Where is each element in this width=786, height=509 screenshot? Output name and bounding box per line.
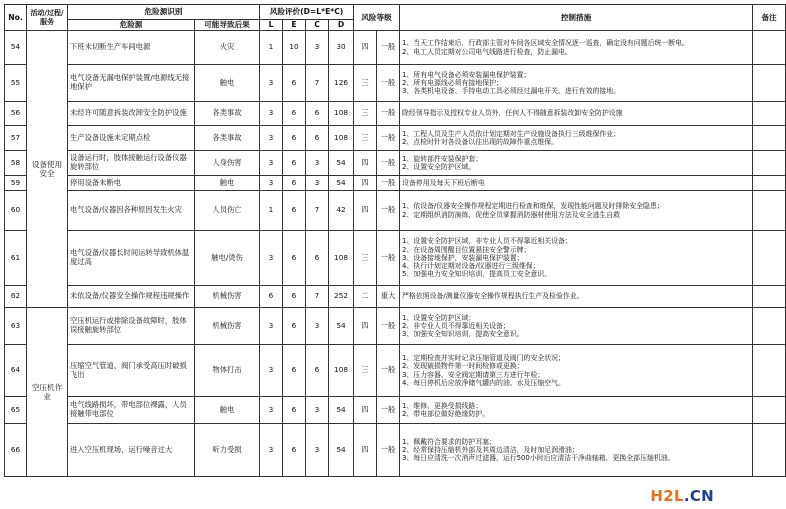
consequence-cell: 机械伤害: [195, 308, 260, 345]
risk-level: 四: [354, 31, 377, 65]
score-D: 108: [329, 231, 354, 286]
row-no: 55: [5, 65, 27, 102]
hazard-cell: 进入空压机现场，运行噪音过大: [68, 424, 195, 477]
consequence-cell: 各类事故: [195, 102, 260, 126]
score-D: 54: [329, 176, 354, 191]
score-D: 54: [329, 397, 354, 424]
risk-grade: 一般: [377, 31, 400, 65]
hazard-cell: 下班未切断生产车间电源: [68, 31, 195, 65]
risk-grade: 一般: [377, 102, 400, 126]
score-C: 7: [306, 286, 329, 308]
score-E: 10: [283, 31, 306, 65]
risk-level: 三: [354, 345, 377, 397]
table-row: [5, 126, 786, 151]
header-activity: 活动/过程/服务: [27, 5, 68, 31]
score-L: 3: [260, 231, 283, 286]
table-row: [5, 176, 786, 191]
score-C: 3: [306, 176, 329, 191]
activity-group: 设备使用安全: [27, 31, 68, 308]
table-body: [5, 31, 786, 477]
table-row: [5, 286, 786, 308]
table-row: [5, 31, 786, 65]
header-D: D: [329, 20, 354, 31]
score-E: 6: [283, 397, 306, 424]
score-E: 6: [283, 151, 306, 176]
header-E: E: [283, 20, 306, 31]
row-no: 58: [5, 151, 27, 176]
table-row: [5, 231, 786, 286]
row-no: 60: [5, 191, 27, 231]
score-C: 3: [306, 31, 329, 65]
risk-grade: 一般: [377, 308, 400, 345]
score-L: 3: [260, 65, 283, 102]
score-C: 3: [306, 397, 329, 424]
header-remark: 备注: [753, 5, 786, 31]
remark-cell: [753, 65, 786, 102]
table-row: [5, 102, 786, 126]
score-E: 6: [283, 286, 306, 308]
score-L: 3: [260, 424, 283, 477]
consequence-cell: 触电/烫伤: [195, 231, 260, 286]
remark-cell: [753, 308, 786, 345]
control-measures: 严格依照设备/测量仪器安全操作规程执行生产及检验作业。: [400, 286, 753, 308]
table-row: [5, 345, 786, 397]
score-C: 3: [306, 308, 329, 345]
risk-level: 二: [354, 286, 377, 308]
header-no: No.: [5, 5, 27, 31]
consequence-cell: 人身伤害: [195, 151, 260, 176]
header-risk-eval: 风险评价(D=L*E*C): [260, 5, 354, 20]
watermark-part-a: H2L: [650, 487, 684, 505]
header-C: C: [306, 20, 329, 31]
hazard-cell: 电气设备/仪器长时间运转导致机体温度过高: [68, 231, 195, 286]
score-D: 42: [329, 191, 354, 231]
hazard-cell: 电气线路损坏，带电部位裸露，人员接触带电部位: [68, 397, 195, 424]
score-E: 6: [283, 126, 306, 151]
score-D: 108: [329, 126, 354, 151]
header-hazard: 危险源: [68, 20, 195, 31]
consequence-cell: 人员伤亡: [195, 191, 260, 231]
hazard-cell: 电气设备无漏电保护装置/电源线无接地保护: [68, 65, 195, 102]
risk-grade: 一般: [377, 151, 400, 176]
consequence-cell: 火灾: [195, 31, 260, 65]
risk-level: 四: [354, 176, 377, 191]
risk-grade: 一般: [377, 191, 400, 231]
score-L: 3: [260, 102, 283, 126]
control-measures: 1、当天工作结束后，行政部主管对车间各区域安全情况逐一巡查，确定没有问题后统一断电。 2、电工人员定期对公司电气线路进行检查，防止漏电。: [400, 31, 753, 65]
header-hazard-id: 危险源识别: [68, 5, 260, 20]
remark-cell: [753, 31, 786, 65]
hazard-cell: 生产设备设施未定期点检: [68, 126, 195, 151]
control-measures: 设备停用及每天下班后断电: [400, 176, 753, 191]
hazard-cell: 停用设备未断电: [68, 176, 195, 191]
row-no: 57: [5, 126, 27, 151]
consequence-cell: 触电: [195, 176, 260, 191]
remark-cell: [753, 176, 786, 191]
score-E: 6: [283, 231, 306, 286]
remark-cell: [753, 424, 786, 477]
remark-cell: [753, 397, 786, 424]
score-E: 6: [283, 176, 306, 191]
risk-level: 三: [354, 231, 377, 286]
table-row: [5, 65, 786, 102]
score-L: 3: [260, 308, 283, 345]
control-measures: 1、设置安全防护区域，非专业人员不得靠近相关设备； 2、在设备周围醒目位置悬挂安全警示牌； 3、设备接地保护，安装漏电保护装置； 4、执行计划定期对设备/仪器进行三级维保； 5、加强电力安全知识培训，提高员工安全意识。: [400, 231, 753, 286]
score-D: 126: [329, 65, 354, 102]
row-no: 62: [5, 286, 27, 308]
header-L: L: [260, 20, 283, 31]
consequence-cell: 触电: [195, 65, 260, 102]
hazard-cell: 未经许可随意拆装改卸安全防护设施: [68, 102, 195, 126]
hazard-cell: 未依设备/仪器安全操作规程违规操作: [68, 286, 195, 308]
score-C: 3: [306, 151, 329, 176]
control-measures: 1、工程人员及生产人员依计划定期对生产设施设备执行三级维保作业； 2、点检时针对各设备以往出现的故障作重点维保。: [400, 126, 753, 151]
score-D: 30: [329, 31, 354, 65]
remark-cell: [753, 191, 786, 231]
consequence-cell: 触电: [195, 397, 260, 424]
watermark-part-b: .CN: [683, 487, 714, 505]
consequence-cell: 物体打击: [195, 345, 260, 397]
score-C: 7: [306, 191, 329, 231]
score-D: 108: [329, 102, 354, 126]
risk-table: [4, 4, 786, 477]
risk-level: 四: [354, 424, 377, 477]
risk-level: 三: [354, 102, 377, 126]
control-measures: 1、维修、更换受损线路； 2、带电部位做好绝缘防护。: [400, 397, 753, 424]
score-D: 54: [329, 151, 354, 176]
row-no: 65: [5, 397, 27, 424]
remark-cell: [753, 126, 786, 151]
risk-level: 三: [354, 126, 377, 151]
score-C: 6: [306, 345, 329, 397]
hazard-cell: 空压机运行或排除设备故障时，肢体误接触旋转部位: [68, 308, 195, 345]
remark-cell: [753, 345, 786, 397]
risk-grade: 一般: [377, 397, 400, 424]
control-measures: 1、设置安全防护区域； 2、非专业人员不得靠近相关设备； 3、加强安全知识培训，提高安全意识。: [400, 308, 753, 345]
score-D: 252: [329, 286, 354, 308]
score-E: 6: [283, 424, 306, 477]
risk-level: 四: [354, 151, 377, 176]
table-row: [5, 308, 786, 345]
remark-cell: [753, 102, 786, 126]
control-measures: 1、佩戴符合要求的防护耳塞； 2、经常保持压缩机外部及其周边清洁，及时加足润滑油； 3、每日应清洗一次消声过滤器，运行500小时后应清洁干净曲轴箱，更换全部压缩机油。: [400, 424, 753, 477]
hazard-cell: 电气设备/仪器因各种原因发生火灾: [68, 191, 195, 231]
risk-level: 四: [354, 308, 377, 345]
control-measures: 1、定期检查并实时记录压缩管道及阀门的安全状况； 2、发现破损物件第一时间检修或更换； 3、压力容器、安全阀定期请第三方进行年检； 4、每日停机后应放净储气罐内的油、水及压缩空气。: [400, 345, 753, 397]
table-row: [5, 397, 786, 424]
row-no: 54: [5, 31, 27, 65]
risk-grade: 一般: [377, 345, 400, 397]
table-row: [5, 191, 786, 231]
score-L: 1: [260, 191, 283, 231]
score-E: 6: [283, 102, 306, 126]
remark-cell: [753, 286, 786, 308]
control-measures: 1、所有电气设备必须安装漏电保护装置； 2、所有电源线必须有接地保护； 3、各类机电设备、手持电动工具必须经过漏电开关，进行有效的接地。: [400, 65, 753, 102]
row-no: 56: [5, 102, 27, 126]
row-no: 59: [5, 176, 27, 191]
row-no: 64: [5, 345, 27, 397]
header-consequence: 可能导致后果: [195, 20, 260, 31]
hazard-cell: 设备运行时，肢体接触运行设备仪器旋转部位: [68, 151, 195, 176]
score-C: 6: [306, 231, 329, 286]
remark-cell: [753, 231, 786, 286]
score-C: 6: [306, 102, 329, 126]
control-measures: 1、旋转部件安装保护套； 2、设置安全防护区域。: [400, 151, 753, 176]
risk-grade: 一般: [377, 126, 400, 151]
score-L: 3: [260, 151, 283, 176]
control-measures: 除经领导指示及授权专业人员外，任何人不得随意拆装改卸安全防护设施: [400, 102, 753, 126]
control-measures: 1、依设备/仪器安全操作规程定期进行检查和维保，发现性能问题及时排除安全隐患； 2、定期组织消防演练，促使全员掌握消防器材使用方法及安全逃生自救: [400, 191, 753, 231]
risk-grade: 一般: [377, 65, 400, 102]
consequence-cell: 机械伤害: [195, 286, 260, 308]
consequence-cell: 各类事故: [195, 126, 260, 151]
score-C: 7: [306, 65, 329, 102]
score-L: 3: [260, 345, 283, 397]
activity-group: 空压机作业: [27, 308, 68, 477]
score-D: 108: [329, 345, 354, 397]
score-D: 54: [329, 308, 354, 345]
score-L: 6: [260, 286, 283, 308]
row-no: 61: [5, 231, 27, 286]
header-control: 控制措施: [400, 5, 753, 31]
score-E: 6: [283, 65, 306, 102]
risk-grade: 一般: [377, 176, 400, 191]
row-no: 66: [5, 424, 27, 477]
score-L: 3: [260, 126, 283, 151]
hazard-cell: 压缩空气管道、阀门承受高压时破损飞出: [68, 345, 195, 397]
row-no: 63: [5, 308, 27, 345]
score-L: 1: [260, 31, 283, 65]
score-C: 6: [306, 126, 329, 151]
risk-grade: 重大: [377, 286, 400, 308]
risk-level: 四: [354, 191, 377, 231]
header-level: 风险等级: [354, 5, 400, 31]
score-E: 6: [283, 191, 306, 231]
table-row: [5, 424, 786, 477]
table-row: [5, 151, 786, 176]
risk-grade: 一般: [377, 424, 400, 477]
risk-level: 三: [354, 65, 377, 102]
score-L: 3: [260, 176, 283, 191]
score-L: 3: [260, 397, 283, 424]
remark-cell: [753, 151, 786, 176]
consequence-cell: 听力受损: [195, 424, 260, 477]
score-C: 3: [306, 424, 329, 477]
risk-grade: 一般: [377, 231, 400, 286]
watermark-logo: [650, 487, 714, 505]
risk-level: 四: [354, 397, 377, 424]
score-E: 6: [283, 345, 306, 397]
score-D: 54: [329, 424, 354, 477]
score-E: 6: [283, 308, 306, 345]
